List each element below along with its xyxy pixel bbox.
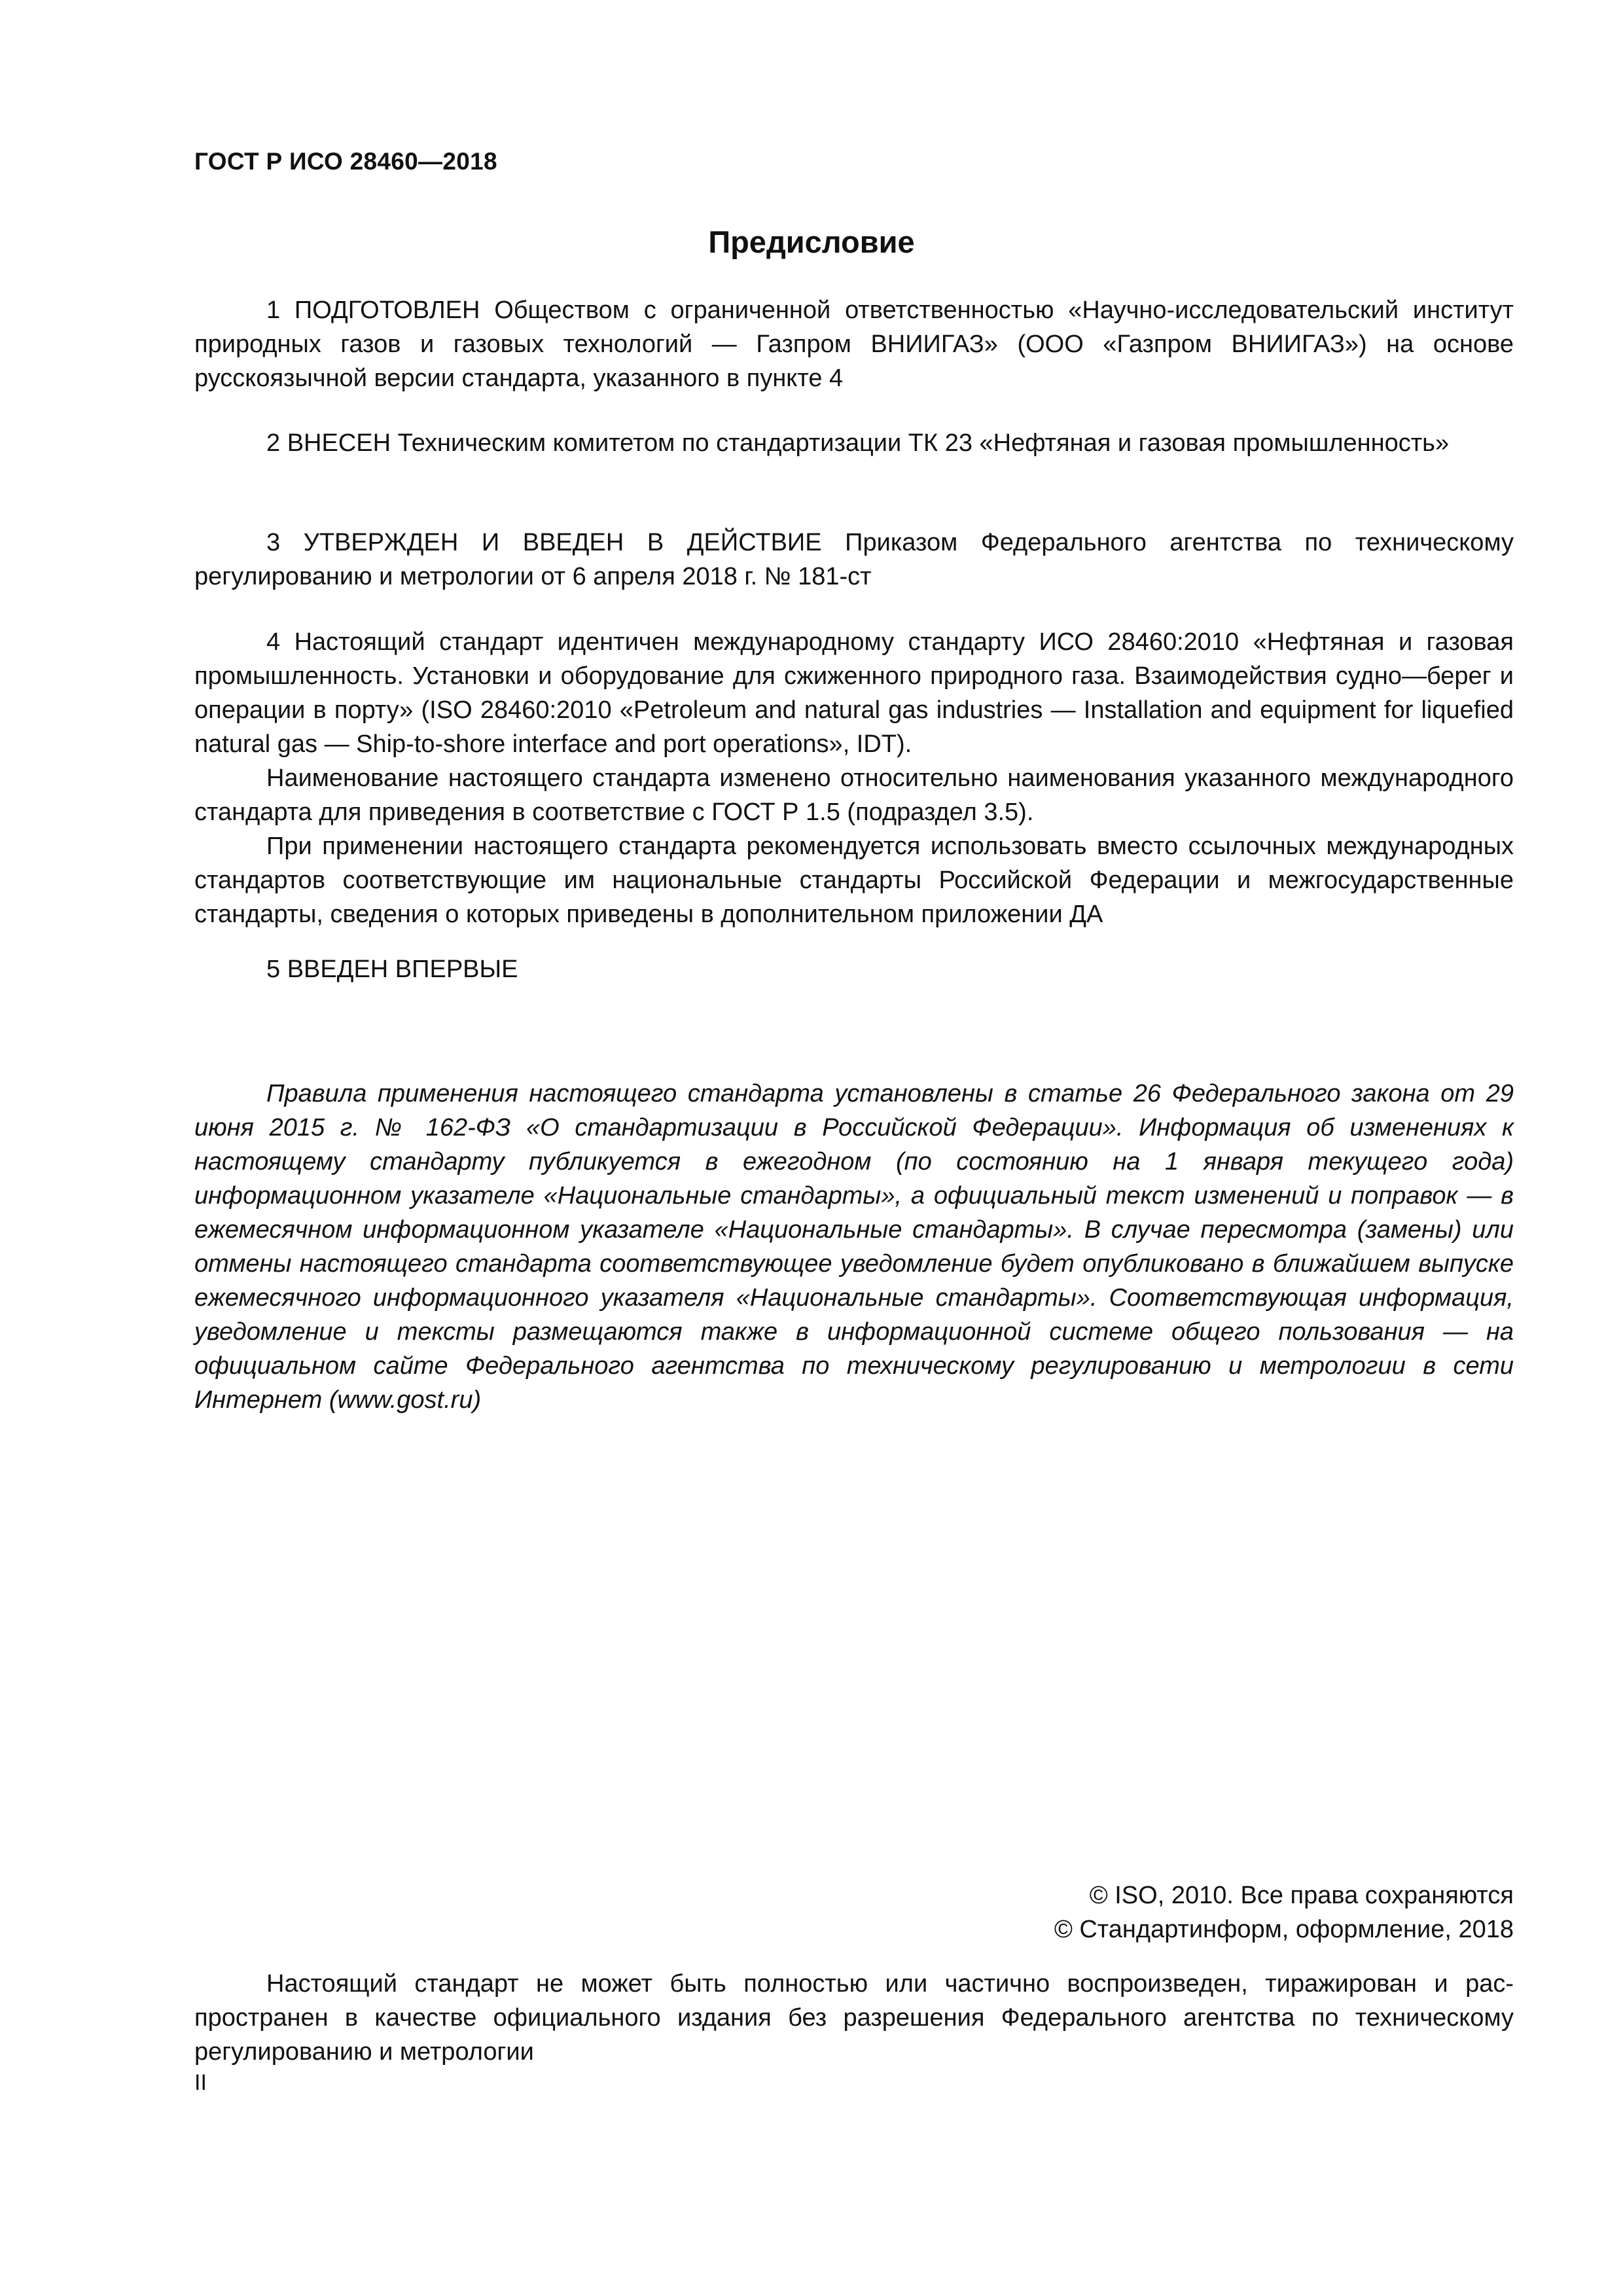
page-title: Предисловие bbox=[708, 224, 915, 259]
preface-item-1 bbox=[194, 293, 1514, 395]
preface-item-1-text: 1 ПОДГОТОВЛЕН Обществом с ограниченной ответственностью «Научно-исследовательский институт природных газов и газовых технологий — Газпром ВНИИГАЗ» (ООО «Газпром ВНИИГАЗ») на основе русскоязычной версии стандарта, указанного в пункте 4 bbox=[194, 296, 1514, 392]
preface-item-2 bbox=[194, 426, 1514, 460]
application-rules-text: Правила применения настоящего стандарта установлены в статье 26 Федерального закона от 29 июня 2015 г. № 162-ФЗ «О стандартизации в Российской Федерации». Информация об изменениях к настоящему стандарту публикуется в ежегодном (по состоянию на 1 января текущего года) информационном указателе «Национальные стандарты», а официальный текст изменений и поправок — в ежемесячном информационном указателе «Национальные стандарты». В случае пересмотра (замены) или отмены настоящего стандарта соответствующее уведомление будет опубликовано в ближайшем выпуске ежемесячного информационного указателя «Национальные стандарты». Соответствующая информация, уведомление и тексты размещаются также в информационной системе общего пользования — на официальном сайте Федерального агентства по техническому регулированию и метрологии в сети Интернет (www.gost.ru) bbox=[194, 1080, 1514, 1414]
preface-item-4-paragraph-3: При применении настоящего стандарта рекомендуется использовать вместо ссылочных международных стандартов соответствующие им национальные стандарты Российской Федерации и межгосударственные стандарты, сведения о которых приведены в дополнительном приложении ДА bbox=[194, 833, 1514, 928]
copyright-standartinform: © Стандартинформ, оформление, 2018 bbox=[1054, 1916, 1514, 1943]
preface-item-3-text: 3 УТВЕРЖДЕН И ВВЕДЕН В ДЕЙСТВИЕ Приказом Федерального агентства по техническому регулированию и метрологии от 6 апреля 2018 г. № 181-ст bbox=[194, 529, 1514, 590]
reproduction-notice-text: Настоящий стандарт не может быть полностью или частично воспроизведен, тиражирован и распространен в качестве официального издания без разрешения Федерального агентства по техническому регулированию и метрологии bbox=[194, 1970, 1514, 2066]
copyright-block bbox=[785, 1878, 1514, 1946]
reproduction-notice bbox=[194, 1967, 1514, 2069]
preface-item-2-text: 2 ВНЕСЕН Техническим комитетом по стандартизации ТК 23 «Нефтяная и газовая промышленность» bbox=[266, 429, 1450, 457]
document-code: ГОСТ Р ИСО 28460—2018 bbox=[194, 148, 497, 175]
application-rules bbox=[194, 1077, 1514, 1417]
copyright-iso: © ISO, 2010. Все права сохраняются bbox=[1089, 1882, 1514, 1909]
preface-item-5-text: 5 ВВЕДЕН ВПЕРВЫЕ bbox=[266, 956, 518, 983]
page-number: II bbox=[194, 2070, 207, 2095]
preface-item-5 bbox=[194, 952, 1514, 986]
preface-item-3 bbox=[194, 526, 1514, 594]
preface-item-4-paragraph-1: 4 Настоящий стандарт идентичен международному стандарту ИСО 28460:2010 «Нефтяная и газовая промышленность. Установки и оборудование для сжиженного природного газа. Взаимодействия судно—берег и операции в порту» (ISO 28460:2010 «Petroleum and natural gas industries — Installation and equipment for liquefied natural gas — Ship-to-shore interface and port operations», IDT). bbox=[194, 628, 1514, 758]
preface-item-4 bbox=[194, 625, 1514, 931]
preface-item-4-paragraph-2: Наименование настоящего стандарта изменено относительно наименования указанного международного стандарта для приведения в соответствие с ГОСТ Р 1.5 (подраздел 3.5). bbox=[194, 764, 1514, 826]
